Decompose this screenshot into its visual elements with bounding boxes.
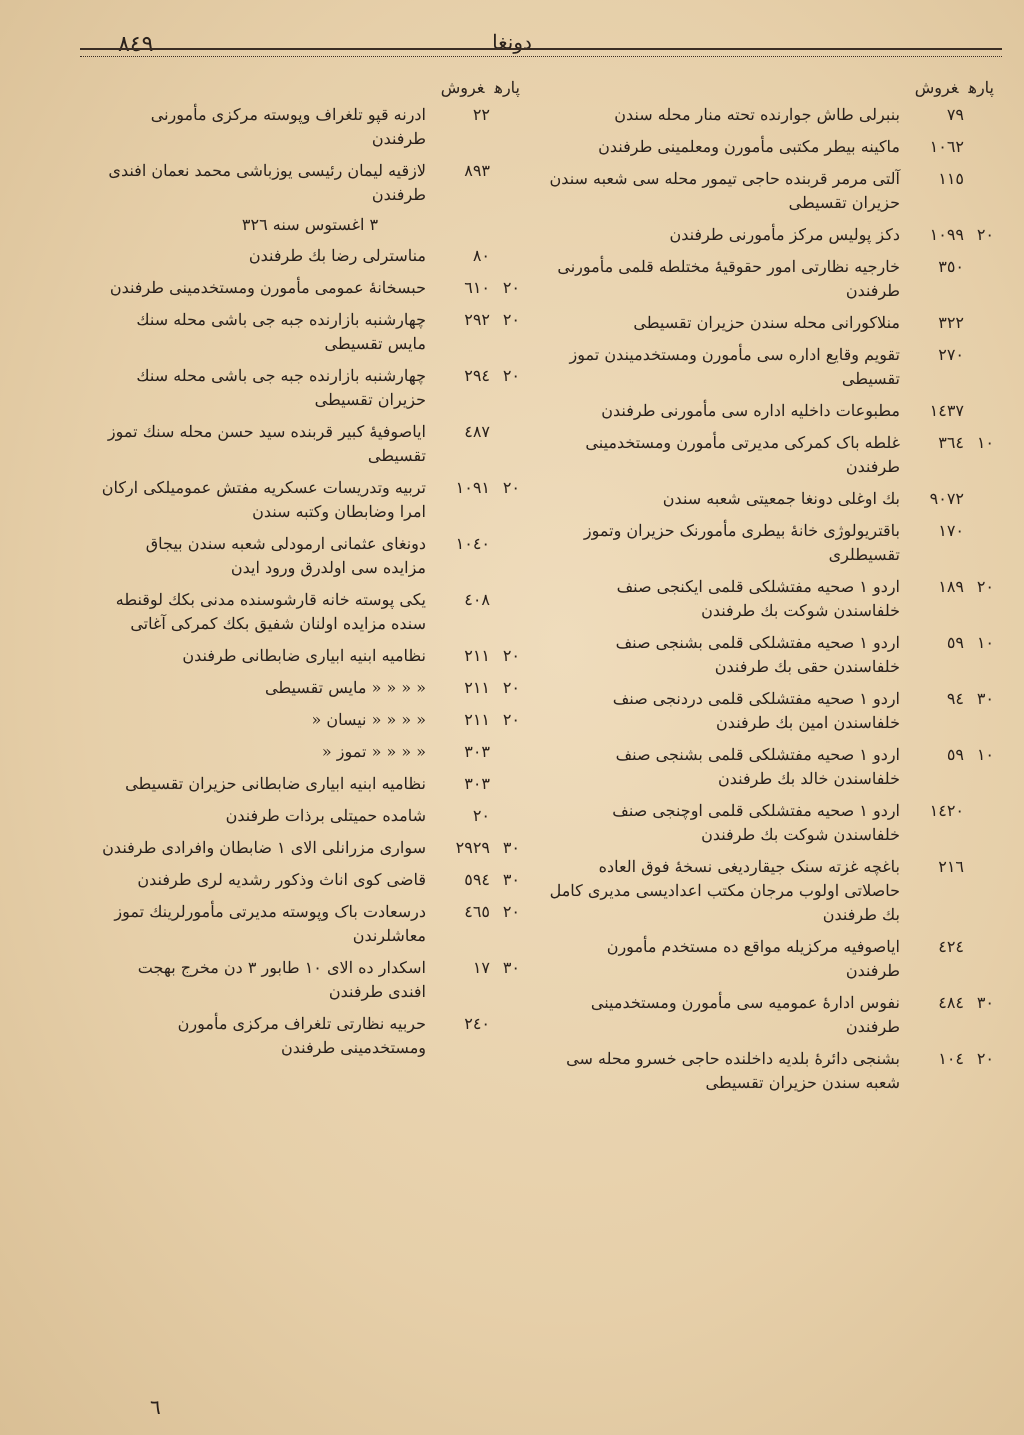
entry-kurush: ٢٢ xyxy=(472,105,490,124)
entry-para xyxy=(964,311,994,335)
entry-description: مطبوعات داخلیه اداره سی مأمورنی طرفندن xyxy=(601,401,900,420)
entry-description: مناسترلی رضا بك طرفندن xyxy=(248,246,426,265)
entry-para xyxy=(964,135,994,159)
entry-kurush: ٦١٠ xyxy=(464,278,490,297)
entry-para xyxy=(490,420,520,468)
ledger-entry xyxy=(548,1047,994,1095)
ledger-entry xyxy=(100,244,520,268)
ledger-entry xyxy=(548,519,994,567)
entry-para: ١٠ xyxy=(976,745,994,764)
entry-description: یکی پوسته خانه قارشوسنده مدنی بکك لوقنطه سنده مزایده اولنان شفیق بکك کمرکی آغاتی xyxy=(115,590,426,633)
entry-description: حربیه نظارتی تلغراف مرکزی مأمورن ومستخدمینی طرفندن xyxy=(177,1014,426,1057)
entry-description: اردو ١ صحیه مفتشلکی قلمی ایکنجی صنف خلفاسندن شوکت بك طرفندن xyxy=(616,577,900,620)
entry-description: درسعادت باک وپوسته مدیرتی مأمورلرینك تموز معاشلرندن xyxy=(114,902,426,945)
entry-description: نظامیه ابنیه ابیاری ضابطانی طرفندن xyxy=(182,646,426,665)
para-header: پاره xyxy=(494,78,520,97)
entry-kurush: ٣٠٣ xyxy=(464,742,490,761)
ledger-entry xyxy=(548,103,994,127)
entry-kurush: ٧٩ xyxy=(946,105,964,124)
para-header: پاره xyxy=(968,78,994,97)
entry-para: ٢٠ xyxy=(502,278,520,297)
entry-kurush: ٨٩٣ xyxy=(464,161,490,180)
left-top-entries xyxy=(100,103,520,207)
ledger-entry xyxy=(100,1012,520,1060)
entry-kurush: ١٤٣٧ xyxy=(929,401,964,420)
entry-kurush: ٣٠٣ xyxy=(464,774,490,793)
entry-para: ١٠ xyxy=(976,433,994,452)
entry-description: اردو ١ صحیه مفتشلکی قلمی اوچنجی صنف خلفاسندن شوکت بك طرفندن xyxy=(612,801,900,844)
entry-description: حبسخانهٔ عمومی مأمورن ومستخدمینی طرفندن xyxy=(109,278,426,297)
ledger-entry xyxy=(100,804,520,828)
ledger-entry xyxy=(100,364,520,412)
right-column xyxy=(548,66,994,1103)
ledger-entry xyxy=(548,935,994,983)
ledger-entry xyxy=(100,708,520,732)
entry-description: اردو ١ صحیه مفتشلکی قلمی دردنجی صنف خلفاسندن امین بك طرفندن xyxy=(612,689,900,732)
entry-kurush: ٩٤ xyxy=(946,689,964,708)
ledger-entry xyxy=(100,836,520,860)
entry-para: ٢٠ xyxy=(502,710,520,729)
date-line: ٣ اغستوس سنه ٣٢٦ xyxy=(241,215,379,234)
entry-kurush: ١٠٩٩ xyxy=(929,225,964,244)
entry-description: غلطه باک کمرکی مدیرتی مأمورن ومستخدمینی طرفندن xyxy=(585,433,900,476)
entry-description: خارجیه نظارتی امور حقوقیهٔ مختلطه قلمی مأمورنی طرفندن xyxy=(557,257,900,300)
entry-para: ٢٠ xyxy=(502,478,520,497)
page-number: ٨٤٩ xyxy=(118,32,154,57)
entry-kurush: ١٧ xyxy=(472,958,490,977)
entry-para xyxy=(490,103,520,151)
entry-description: اردو ١ صحیه مفتشلکی قلمی بشنجی صنف خلفاسندن حقی بك طرفندن xyxy=(615,633,900,676)
entry-para xyxy=(964,343,994,391)
entry-description: چهارشنبه بازارنده جبه جی باشی محله سنك حزیران تقسیطی xyxy=(136,366,426,409)
entry-para xyxy=(490,772,520,796)
left-column xyxy=(100,66,520,1068)
ledger-entry xyxy=(548,167,994,215)
ledger-entry xyxy=(548,687,994,735)
ledger-entry xyxy=(100,103,520,151)
entry-para xyxy=(964,519,994,567)
entry-kurush: ١٠٩١ xyxy=(455,478,490,497)
entry-description: ادرنه قپو تلغراف وپوسته مرکزی مأمورنی طرفندن xyxy=(150,105,426,148)
column-header xyxy=(100,78,520,97)
entry-description: اسکدار ده الای ١٠ طابور ٣ دن مخرج بهجت افندی طرفندن xyxy=(137,958,426,1001)
entry-para xyxy=(490,159,520,207)
entry-kurush: ٥٩ xyxy=(946,633,964,652)
left-entries xyxy=(100,244,520,1060)
entry-para xyxy=(964,799,994,847)
ledger-entry xyxy=(548,431,994,479)
entry-para: ٢٠ xyxy=(976,225,994,244)
entry-para: ٢٠ xyxy=(502,646,520,665)
entry-description: « « « « مایس تقسیطی xyxy=(265,678,426,697)
ledger-entry xyxy=(548,255,994,303)
entry-kurush: ٢٧٠ xyxy=(938,345,964,364)
entry-para xyxy=(964,487,994,511)
entry-kurush: ١٧٠ xyxy=(938,521,964,540)
entry-kurush: ١٠٦٢ xyxy=(929,137,964,156)
entry-para: ٢٠ xyxy=(976,1049,994,1068)
entry-kurush: ٢٩٢ xyxy=(464,310,490,329)
ledger-entry xyxy=(548,135,994,159)
entry-para xyxy=(964,855,994,927)
ledger-entry xyxy=(548,311,994,335)
entry-para xyxy=(964,399,994,423)
entry-description: ماکینه بیطر مکتبی مأمورن ومعلمینی طرفندن xyxy=(598,137,900,156)
ledger-entry xyxy=(548,487,994,511)
entry-description: بنبرلی طاش جوارنده تحته منار محله سندن xyxy=(614,105,900,124)
entry-para xyxy=(490,740,520,764)
entry-kurush: ٤٨٧ xyxy=(464,422,490,441)
entry-description: تربیه وتدریسات عسکریه مفتش عمومیلکی ارکان امرا وضابطان وکتبه سندن xyxy=(101,478,426,521)
ledger-entry xyxy=(100,900,520,948)
entry-para xyxy=(964,935,994,983)
entry-para: ٢٠ xyxy=(502,678,520,697)
ledger-entry xyxy=(100,276,520,300)
entry-kurush: ٢٩٢٩ xyxy=(455,838,490,857)
entry-description: سواری مزرانلی الای ١ ضابطان وافرادی طرفندن xyxy=(102,838,426,857)
entry-para: ٢٠ xyxy=(976,577,994,596)
entry-para: ٢٠ xyxy=(502,366,520,385)
entry-kurush: ٣٦٤ xyxy=(938,433,964,452)
entry-kurush: ٨٠ xyxy=(472,246,490,265)
entry-description: نظامیه ابنیه ابیاری ضابطانی حزیران تقسیطی xyxy=(125,774,426,793)
entry-description: باغچه غزته سنک جیقاردیغی نسخهٔ فوق العاده حاصلاتی اولوب مرجان مکتب اعدادیسی مدیری کامل بك طرفندن xyxy=(549,857,900,924)
entry-kurush: ١٠٤٠ xyxy=(455,534,490,553)
entry-kurush: ٢١١ xyxy=(464,710,490,729)
ledger-entry xyxy=(100,588,520,636)
ledger-entry xyxy=(100,476,520,524)
ledger-entry xyxy=(548,575,994,623)
entry-description: ایاصوفیه مرکزیله مواقع ده مستخدم مأمورن طرفندن xyxy=(606,937,900,980)
entry-para xyxy=(490,244,520,268)
right-entries xyxy=(548,103,994,1095)
entry-description: بك اوغلی دونغا جمعیتی شعبه سندن xyxy=(662,489,900,508)
entry-kurush: ١٤٢٠ xyxy=(929,801,964,820)
entry-para xyxy=(964,167,994,215)
entry-para xyxy=(964,255,994,303)
entry-description: منلاکورانی محله سندن حزیران تقسیطی xyxy=(633,313,900,332)
entry-para: ٣٠ xyxy=(976,689,994,708)
running-title: دونغا xyxy=(492,30,532,54)
ledger-entry xyxy=(100,772,520,796)
entry-description: شامده حمیتلی برذات طرفندن xyxy=(225,806,426,825)
entry-kurush: ٢٩٤ xyxy=(464,366,490,385)
footer-mark: ٦ xyxy=(150,1395,161,1419)
entry-kurush: ١٨٩ xyxy=(938,577,964,596)
ledger-entry xyxy=(548,855,994,927)
entry-para: ٣٠ xyxy=(502,870,520,889)
kurush-header: غروش xyxy=(914,78,959,97)
entry-para xyxy=(490,1012,520,1060)
entry-description: باقتریولوژی خانهٔ بیطری مأمورنک حزیران وتموز تقسیطلری xyxy=(583,521,900,564)
ledger-entry xyxy=(548,991,994,1039)
entry-para: ٢٠ xyxy=(502,310,520,329)
entry-description: چهارشنبه بازارنده جبه جی باشی محله سنك مایس تقسیطی xyxy=(136,310,426,353)
header-rule xyxy=(80,48,1002,57)
entry-description: آلتی مرمر قربنده حاجی تیمور محله سی شعبه سندن حزیران تقسیطی xyxy=(549,169,900,212)
entry-description: نفوس ادارهٔ عمومیه سی مأمورن ومستخدمینی طرفندن xyxy=(590,993,900,1036)
ledger-entry xyxy=(100,868,520,892)
ledger-entry xyxy=(100,420,520,468)
entry-para: ٢٠ xyxy=(502,902,520,921)
entry-para xyxy=(490,588,520,636)
entry-description: لازقیه لیمان رئیسی یوزباشی محمد نعمان افندی طرفندن xyxy=(108,161,426,204)
kurush-header: غروش xyxy=(440,78,485,97)
entry-kurush: ٥٩ xyxy=(946,745,964,764)
entry-para: ١٠ xyxy=(976,633,994,652)
entry-kurush: ٢١١ xyxy=(464,646,490,665)
ledger-entry xyxy=(100,740,520,764)
entry-description: تقویم وقایع اداره سی مأمورن ومستخدمیندن تموز تقسیطی xyxy=(569,345,900,388)
entry-description: « « « « نیسان « xyxy=(311,710,426,729)
entry-para: ٣٠ xyxy=(502,838,520,857)
entry-kurush: ٣٢٢ xyxy=(938,313,964,332)
column-header xyxy=(548,78,994,97)
entry-para xyxy=(964,103,994,127)
entry-kurush: ٥٩٤ xyxy=(464,870,490,889)
entry-kurush: ٤٠٨ xyxy=(464,590,490,609)
page-header xyxy=(0,14,1024,57)
entry-para xyxy=(490,532,520,580)
entry-description: اردو ١ صحیه مفتشلکی قلمی بشنجی صنف خلفاسندن خالد بك طرفندن xyxy=(615,745,900,788)
entry-kurush: ٤٨٤ xyxy=(938,993,964,1012)
ledger-entry xyxy=(100,644,520,668)
entry-kurush: ٤٢٤ xyxy=(938,937,964,956)
ledger-entry xyxy=(100,159,520,207)
entry-description: ایاصوفیهٔ کبیر قربنده سید حسن محله سنك تموز تقسیطی xyxy=(107,422,426,465)
entry-description: « « « « تموز « xyxy=(321,742,426,761)
ledger-entry xyxy=(100,956,520,1004)
ledger-entry xyxy=(548,343,994,391)
entry-para: ٣٠ xyxy=(976,993,994,1012)
entry-kurush: ٢١٦ xyxy=(938,857,964,876)
entry-description: دونغای عثمانی ارمودلی شعبه سندن بیجاق مزایده سی اولدرق ورود ایدن xyxy=(145,534,426,577)
ledger-entry xyxy=(548,223,994,247)
entry-kurush: ١٠٤ xyxy=(938,1049,964,1068)
ledger-entry xyxy=(100,676,520,700)
ledger-entry xyxy=(548,799,994,847)
entry-kurush: ٩٠٧٢ xyxy=(929,489,964,508)
entry-kurush: ٤٦٥ xyxy=(464,902,490,921)
entry-description: دکز پولیس مرکز مأمورنی طرفندن xyxy=(669,225,900,244)
entry-para: ٣٠ xyxy=(502,958,520,977)
entry-kurush: ١١٥ xyxy=(938,169,964,188)
ledger-entry xyxy=(100,532,520,580)
entry-para xyxy=(490,804,520,828)
ledger-entry xyxy=(548,399,994,423)
entry-kurush: ٢٤٠ xyxy=(464,1014,490,1033)
ledger-entry xyxy=(548,743,994,791)
ledger-entry xyxy=(548,631,994,679)
entry-description: قاضی کوی اناث وذکور رشدیه لری طرفندن xyxy=(137,870,426,889)
entry-kurush: ٣٥٠ xyxy=(938,257,964,276)
entry-kurush: ٢١١ xyxy=(464,678,490,697)
entry-description: بشنجی دائرهٔ بلدیه داخلنده حاجی خسرو محله سی شعبه سندن حزیران تقسیطی xyxy=(566,1049,900,1092)
ledger-entry xyxy=(100,308,520,356)
entry-kurush: ٢٠ xyxy=(472,806,490,825)
